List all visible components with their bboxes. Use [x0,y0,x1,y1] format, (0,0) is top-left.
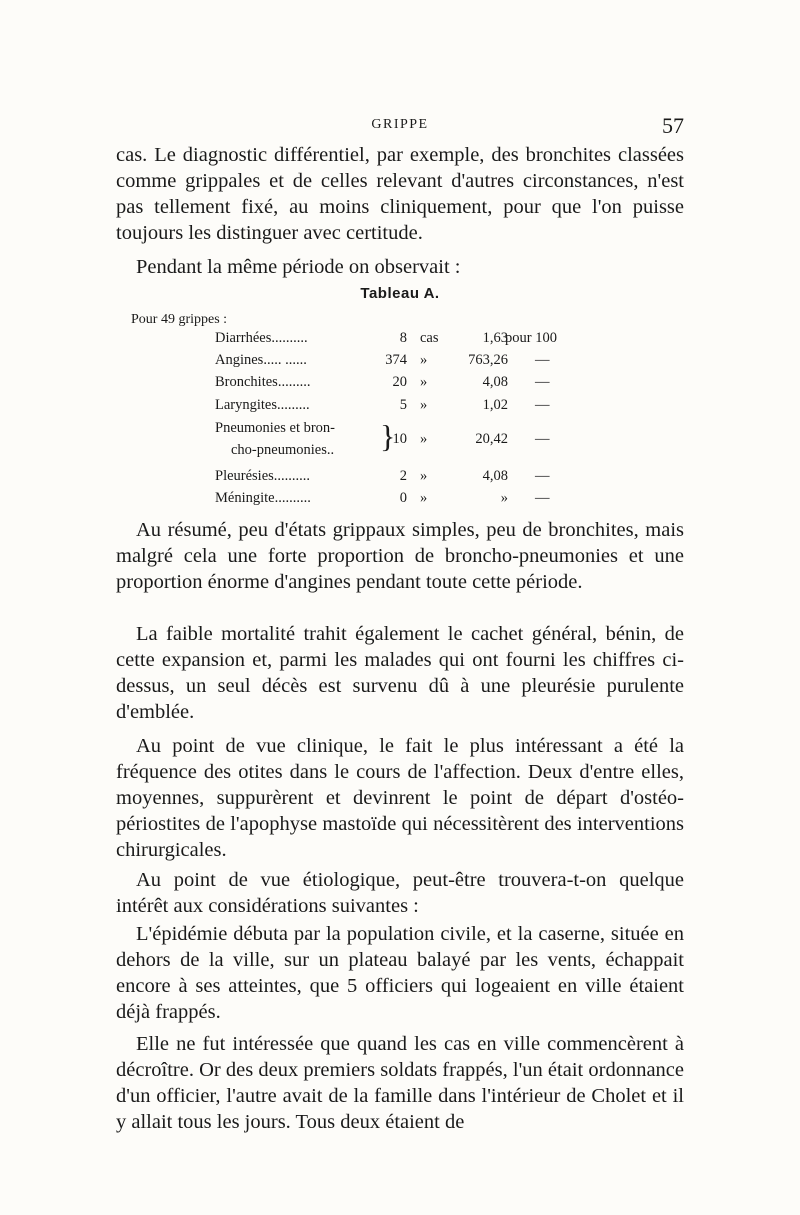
row-label: Angines..... ...... [215,352,307,368]
row-count: 0 [399,490,407,506]
row-label: Méningite.......... [215,490,311,506]
row-per: — [535,431,550,447]
row-count: 20 [392,374,407,390]
row-unit: » [420,374,428,390]
row-unit: cas [420,330,439,346]
table-row [215,490,575,510]
paragraph-text: Au point de vue clinique, le fait le plus intéressant a été la fréquence des otites dans le cours de l'affection. Deux d'entre elles, moyennes, suppurèrent et devinrent le point de départ d'ostéo-périostites de l'apophyse mastoïde qui nécessitèrent des interventions chirurgicales. [116,735,684,861]
row-percent: 4,08 [482,374,508,390]
running-title: GRIPPE [371,117,429,132]
row-percent: 4,08 [482,468,508,484]
paragraph-1 [116,142,684,246]
row-unit: » [420,397,428,413]
paragraph-3 [116,517,684,595]
table-row [215,468,575,488]
table-row [215,352,575,372]
page-header [116,113,684,137]
row-per: — [535,468,550,484]
paragraph-2 [116,254,684,280]
paragraph-7 [116,921,684,1025]
row-unit: » [420,468,428,484]
table-row [215,374,575,394]
row-label: Pneumonies et bron- [215,420,336,436]
row-count: 8 [399,330,407,346]
row-count: 10 [392,431,407,447]
paragraph-text: cas. Le diagnostic différentiel, par exemple, des bronchites classées comme grippales et de celles relevant d'autres circonstances, n'est pas tellement fixé, au moins cliniquement, pour que l'on puisse toujours les distinguer avec certitude. [116,144,684,244]
row-unit: » [420,431,428,447]
row-per: — [535,397,550,413]
paragraph-text: La faible mortalité trahit également le cachet général, bénin, de cette expansion et, parmi les malades qui ont fourni les chiffres ci-dessus, un seul décès est survenu dû à une pleurésie purulente d'emblée. [116,623,684,723]
row-percent: 20,42 [475,431,508,447]
row-percent: 763,26 [468,352,508,368]
row-label: Pleurésies.......... [215,468,311,484]
table-row [215,397,575,417]
page-number: 57 [662,113,684,138]
row-count: 374 [385,352,407,368]
brace-glyph: } [380,418,396,454]
row-percent: » [500,490,508,506]
paragraph-text: Au résumé, peu d'états grippaux simples, peu de bronchites, mais malgré cela une forte proportion de broncho-pneumonies et une proportion énorme d'angines pendant toute cette période. [116,519,684,593]
row-per: — [535,490,550,506]
row-count: 2 [399,468,407,484]
paragraph-text: L'épidémie débuta par la population civile, et la caserne, située en dehors de la ville, sur un plateau balayé par les vents, échappait encore à ses atteintes, que 5 officiers qui logeaient en ville étaient déjà frappés. [116,923,684,1023]
row-per: — [535,374,550,390]
paragraph-text: Pendant la même période on observait : [136,256,461,278]
row-label: Bronchites......... [215,374,311,390]
row-label-continued: cho-pneumonies.. [231,442,335,458]
paragraph-text: Au point de vue étiologique, peut-être trouvera-t-on quelque intérêt aux considérations suivantes : [116,869,684,917]
row-percent: 1,63 [482,330,508,346]
table-row [215,330,575,350]
paragraph-8 [116,1031,684,1135]
table-row [215,420,575,462]
paragraph-text: Elle ne fut intéressée que quand les cas en ville commencèrent à décroître. Or des deux premiers soldats frappés, l'un était ordonnance d'un officier, l'autre avait de la famille dans l'intérieur de Cholet et il y allait tous les jours. Tous deux étaient de [116,1033,684,1133]
paragraph-5 [116,733,684,863]
row-label: Laryngites......... [215,397,310,413]
row-per: pour 100 [505,330,557,346]
row-unit: » [420,352,428,368]
row-percent: 1,02 [482,397,508,413]
table-title: Tableau A. [360,285,440,302]
paragraph-6 [116,867,684,919]
table-intro: Pour 49 grippes : [131,312,228,327]
paragraph-4 [116,621,684,725]
row-unit: » [420,490,428,506]
row-label: Diarrhées.......... [215,330,308,346]
row-per: — [535,352,550,368]
row-count: 5 [399,397,407,413]
